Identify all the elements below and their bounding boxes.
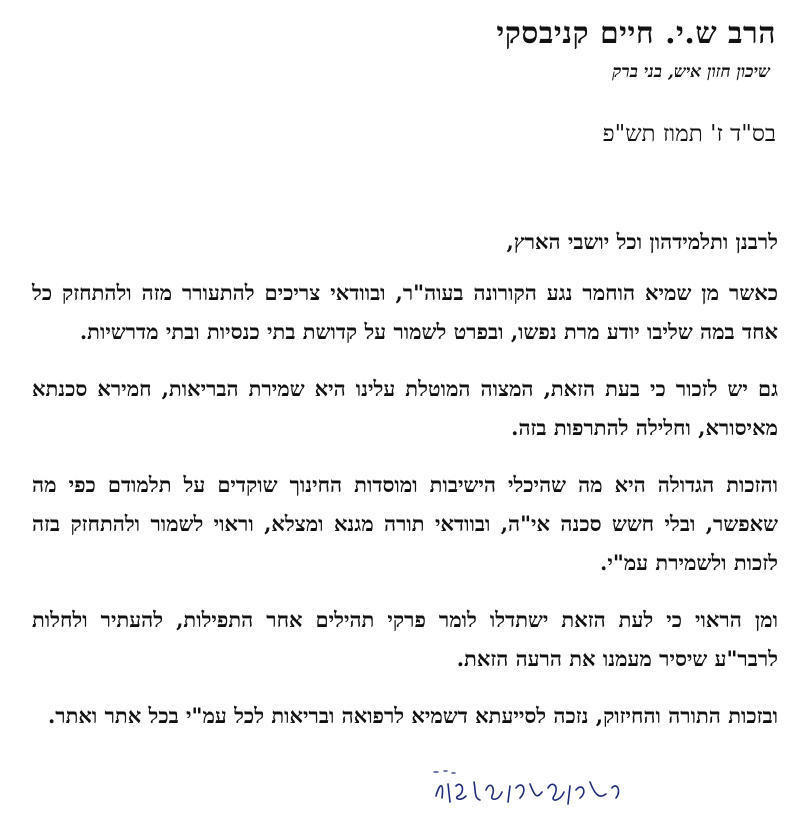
paragraph-5: ובזכות התורה והחיזוק, נזכה לסייעתא דשמיא לרפואה ובריאות לכל עמ"י בכל אתר ואתר.	[47, 703, 778, 728]
paragraph-1: כאשר מן שמיא הוחמר נגע הקורונה בעוה"ר, ובוודאי צריכים להתעורר מזה ולהתחזק כל אחד במה שליבו יודע מרת נפשו, ובפרט לשמור על קדושת בתי כנסיות ובתי מדרשיות.	[32, 280, 778, 344]
paragraph-4: ומן הראוי כי לעת הזאת ישתדלו לומר פרקי תהילים אחר התפילות, להעתיר ולחלות לרבר"ע שיסיר מעמנו את הרעה הזאת.	[32, 607, 778, 671]
letter-body	[32, 222, 778, 735]
paragraph-2: גם יש לזכור כי בעת הזאת, המצוה המוטלת עלינו היא שמירת הבריאות, חמירא סכנתא מאיסורא, וחלילה להתרפות בזה.	[32, 376, 778, 440]
signature-scribble	[430, 762, 630, 814]
handwritten-signature	[430, 762, 630, 814]
letterhead-name: הרב ש.י. חיים קניבסקי	[496, 16, 776, 51]
letter-greeting: לרבנן ותלמידהון וכל יושבי הארץ,	[506, 229, 778, 254]
letter-date: בס"ד ז' תמוז תש"פ	[602, 121, 776, 147]
letterhead-address: שיכון חזון איש, בני ברק	[612, 62, 770, 82]
letterhead	[356, 14, 776, 84]
paragraph-3: והזכות הגדולה היא מה שהיכלי הישיבות ומוסדות החינוך שוקדים על תלמודם כפי מה שאפשר, ובלי חשש סכנה אי"ה, ובוודאי תורה מגנא ומצלא, וראוי לשמור ולהתחזק בזה לזכות ולשמירת עמ"י.	[32, 472, 778, 575]
